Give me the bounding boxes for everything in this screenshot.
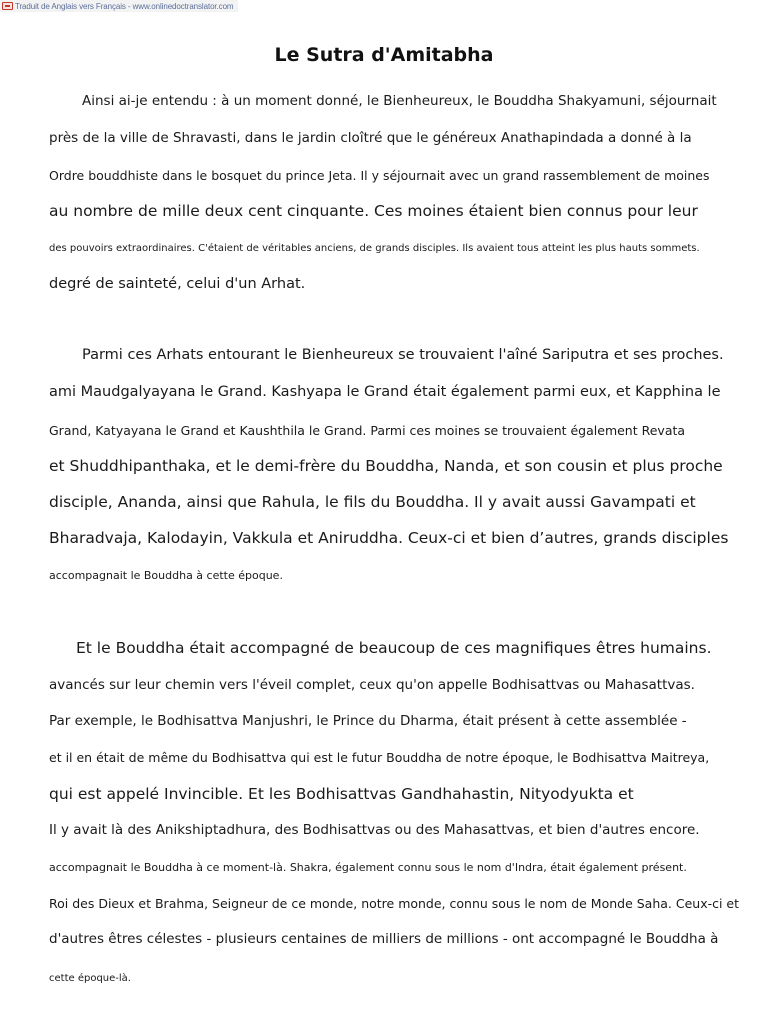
translator-banner[interactable] xyxy=(0,0,238,12)
text-line: accompagnait le Bouddha à cette époque. xyxy=(49,569,283,582)
text-line: Roi des Dieux et Brahma, Seigneur de ce monde, notre monde, connu sous le nom de Monde Saha. Ceux-ci et xyxy=(49,896,740,911)
document-icon xyxy=(2,2,13,10)
text-line: Ainsi ai-je entendu : à un moment donné, le Bienheureux, le Bouddha Shakyamuni, séjournait xyxy=(82,93,717,109)
text-line: cette époque-là. xyxy=(49,973,131,984)
text-line: accompagnait le Bouddha à ce moment-là. Shakra, également connu sous le nom d'Indra, était également présent. xyxy=(49,861,687,874)
text-line: Il y avait là des Anikshiptadhura, des Bodhisattvas ou des Mahasattvas, et bien d'autres encore. xyxy=(49,822,700,838)
text-line: au nombre de mille deux cent cinquante. Ces moines étaient bien connus pour leur xyxy=(49,202,698,220)
banner-text: Traduit de Anglais vers Français - www.onlinedoctranslator.com xyxy=(15,1,234,11)
text-line: disciple, Ananda, ainsi que Rahula, le fils du Bouddha. Il y avait aussi Gavampati et xyxy=(49,493,696,511)
text-line: Bharadvaja, Kalodayin, Vakkula et Aniruddha. Ceux-ci et bien d’autres, grands disciples xyxy=(49,529,729,547)
text-line: d'autres êtres célestes - plusieurs centaines de milliers de millions - ont accompagné le Bouddha à xyxy=(49,931,719,947)
text-line: des pouvoirs extraordinaires. C'étaient de véritables anciens, de grands disciples. Ils avaient tous atteint les plus hauts sommets. xyxy=(49,243,700,254)
text-line: avancés sur leur chemin vers l'éveil complet, ceux qu'on appelle Bodhisattvas ou Mahasattvas. xyxy=(49,677,695,693)
page-title: Le Sutra d'Amitabha xyxy=(274,44,494,66)
text-line: qui est appelé Invincible. Et les Bodhisattvas Gandhahastin, Nityodyukta et xyxy=(49,785,634,803)
text-line: Grand, Katyayana le Grand et Kaushthila le Grand. Parmi ces moines se trouvaient également Revata xyxy=(49,423,686,438)
text-line: ami Maudgalyayana le Grand. Kashyapa le Grand était également parmi eux, et Kapphina le xyxy=(49,384,721,400)
text-line: Par exemple, le Bodhisattva Manjushri, le Prince du Dharma, était présent à cette assemblée - xyxy=(49,713,687,729)
text-line: Et le Bouddha était accompagné de beaucoup de ces magnifiques êtres humains. xyxy=(76,639,712,657)
text-line: Parmi ces Arhats entourant le Bienheureux se trouvaient l'aîné Sariputra et ses proches. xyxy=(82,347,724,363)
text-line: près de la ville de Shravasti, dans le jardin cloîtré que le généreux Anathapindada a donné à la xyxy=(49,130,692,146)
text-line: et il en était de même du Bodhisattva qui est le futur Bouddha de notre époque, le Bodhisattva Maitreya, xyxy=(49,750,710,765)
text-line: Ordre bouddhiste dans le bosquet du prince Jeta. Il y séjournait avec un grand rassemblement de moines xyxy=(49,168,710,183)
text-line: et Shuddhipanthaka, et le demi-frère du Bouddha, Nanda, et son cousin et plus proche xyxy=(49,457,723,475)
text-line: degré de sainteté, celui d'un Arhat. xyxy=(49,276,306,292)
